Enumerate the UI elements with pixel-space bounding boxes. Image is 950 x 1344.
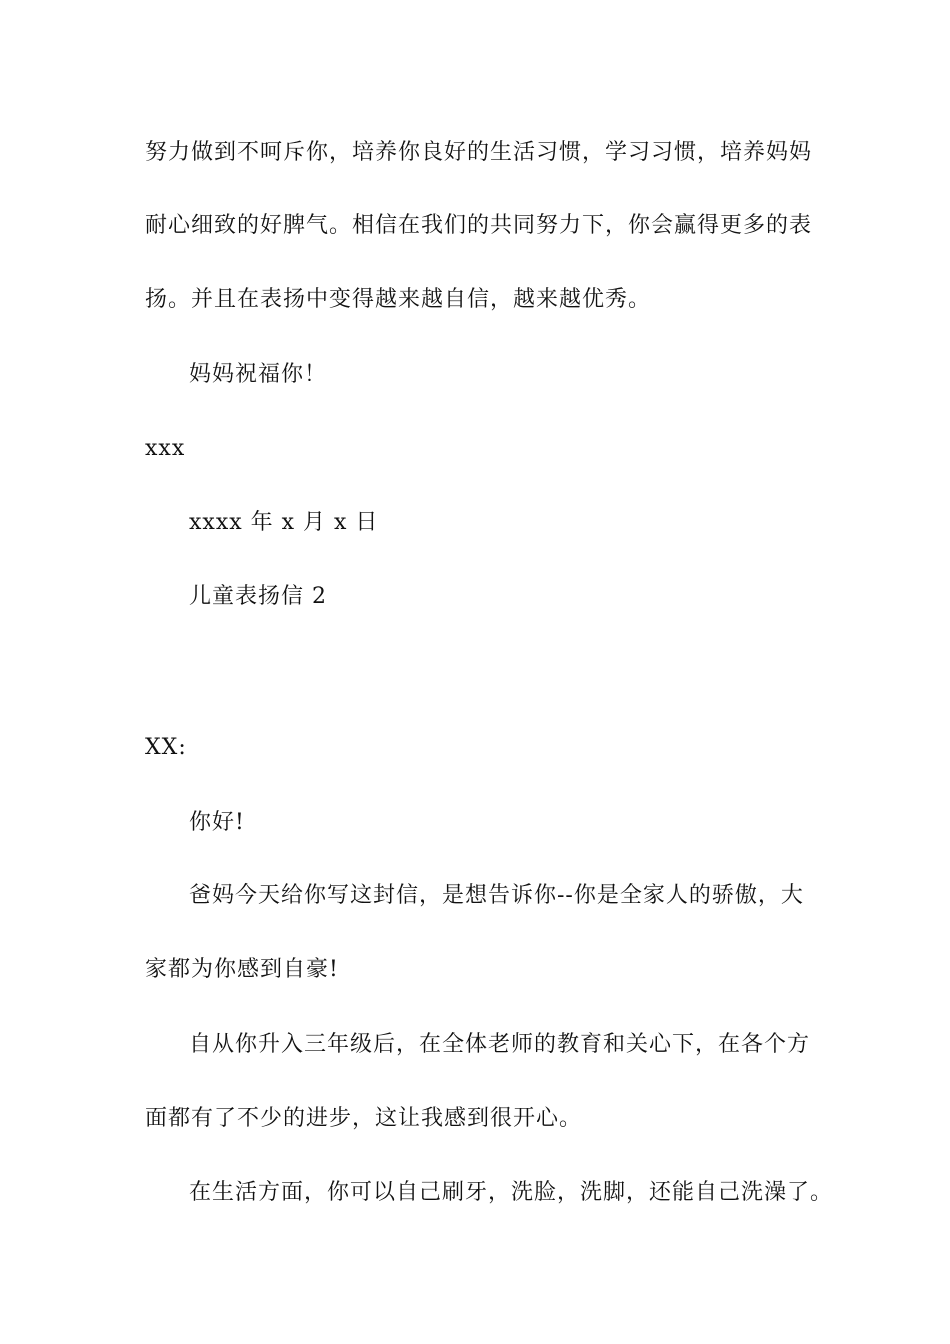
letter2-greeting: 你好!: [189, 810, 245, 835]
letter2-paragraph1-line-2: 家都为你感到自豪!: [145, 957, 339, 982]
letter2-title: 儿童表扬信 2: [189, 584, 327, 609]
letter2-paragraph3-line-1: 在生活方面，你可以自己刷牙，洗脸，洗脚，还能自己洗澡了。: [189, 1180, 834, 1205]
letter2-paragraph2-line-2: 面都有了不少的进步，这让我感到很开心。: [145, 1106, 583, 1131]
letter2-salutation: XX:: [145, 735, 187, 760]
letter1-closing: 妈妈祝福你！: [189, 362, 328, 387]
letter2-paragraph1-line-1: 爸妈今天给你写这封信，是想告诉你--你是全家人的骄傲，大: [189, 883, 804, 908]
letter1-body-line-1: 努力做到不呵斥你，培养你良好的生活习惯，学习习惯，培养妈妈: [145, 140, 813, 165]
letter1-body-line-3: 扬。并且在表扬中变得越来越自信，越来越优秀。: [145, 287, 652, 312]
letter1-signature: xxx: [145, 436, 186, 461]
letter2-paragraph2-line-1: 自从你升入三年级后，在全体老师的教育和关心下，在各个方: [189, 1032, 811, 1057]
letter1-body-line-2: 耐心细致的好脾气。相信在我们的共同努力下，你会赢得更多的表: [145, 213, 813, 238]
letter1-date: xxxx 年 x 月 x 日: [189, 510, 379, 535]
